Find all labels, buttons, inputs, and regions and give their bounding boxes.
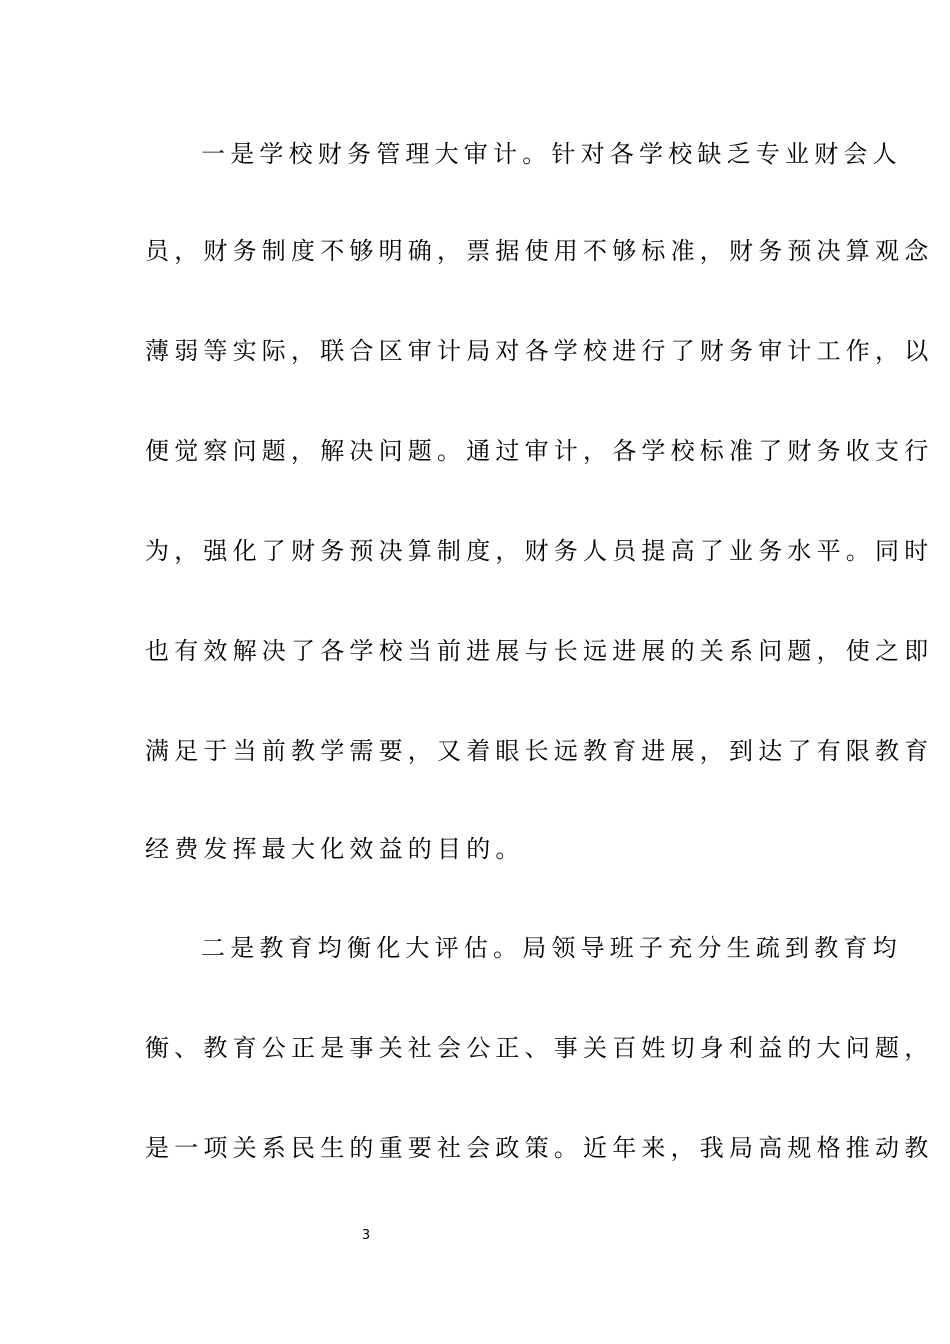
paragraph-2-line-2: 衡、教育公正是事关社会公正、事关百姓切身利益的大问题， bbox=[145, 1034, 934, 1062]
paragraph-2-line-3: 是一项关系民生的重要社会政策。近年来，我局高规格推动教 bbox=[145, 1134, 934, 1162]
page-number: 3 bbox=[361, 1228, 371, 1243]
paragraph-1-line-2: 员，财务制度不够明确，票据使用不够标准，财务预决算观念 bbox=[145, 237, 934, 265]
paragraph-2-line-1: 二是教育均衡化大评估。局领导班子充分生疏到教育均 bbox=[201, 934, 902, 962]
paragraph-1-line-1: 一是学校财务管理大审计。针对各学校缺乏专业财会人 bbox=[201, 140, 902, 168]
paragraph-1-line-3: 薄弱等实际，联合区审计局对各学校进行了财务审计工作，以 bbox=[145, 337, 934, 365]
paragraph-1-line-4: 便觉察问题，解决问题。通过审计，各学校标准了财务收支行 bbox=[145, 437, 934, 465]
paragraph-1-line-8: 经费发挥最大化效益的目的。 bbox=[145, 835, 525, 863]
paragraph-1-line-5: 为，强化了财务预决算制度，财务人员提高了业务水平。同时 bbox=[145, 537, 934, 565]
paragraph-1-line-6: 也有效解决了各学校当前进展与长远进展的关系问题，使之即 bbox=[145, 637, 934, 665]
paragraph-1-line-7: 满足于当前教学需要，又着眼长远教育进展，到达了有限教育 bbox=[145, 737, 934, 765]
